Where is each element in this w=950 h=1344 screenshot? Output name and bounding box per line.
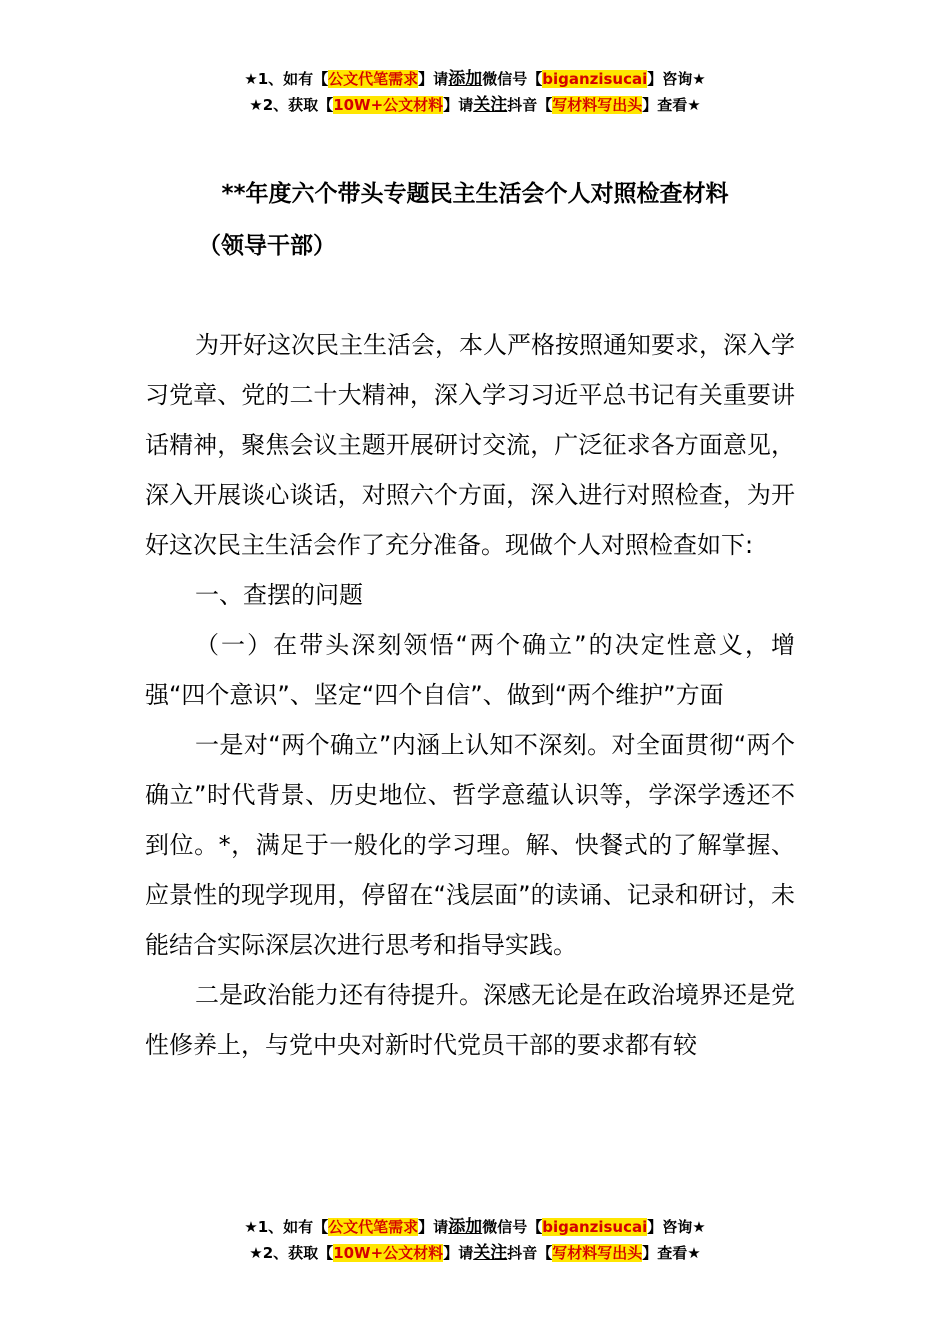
promo-text: 】查看★ (642, 96, 701, 114)
paragraph-intro: 为开好这次民主生活会，本人严格按照通知要求，深入学习党章、党的二十大精神，深入学习习近平总书记有关重要讲话精神，聚焦会议主题开展研讨交流，广泛征求各方面意见，深入开展谈心谈话，对照六个方面，深入进行对照检查，为开好这次民主生活会作了充分准备。现做个人对照检查如下: (145, 331, 795, 559)
promo-text: ★2、获取【 (249, 96, 334, 114)
promo-text: 微信号【 (482, 1218, 543, 1236)
promo-line-2 (0, 1240, 950, 1266)
promo-text: ★1、如有【 (244, 1218, 329, 1236)
promo-highlight: 公文代笔需求 (328, 1218, 419, 1236)
promo-text: 】请 (443, 1244, 474, 1262)
promo-emphasis: 添加 (448, 69, 483, 89)
promo-highlight: 10W+公文材料 (333, 1244, 444, 1262)
promo-highlight: 公文代笔需求 (328, 70, 419, 88)
promo-text: ★2、获取【 (249, 1244, 334, 1262)
section-heading: 一、查摆的问题 (195, 581, 363, 609)
promo-wechat-id: biganzisucai (542, 1218, 648, 1236)
promo-text: ★1、如有【 (244, 70, 329, 88)
promo-text: 】请 (418, 70, 449, 88)
promo-text: 抖音【 (507, 96, 553, 114)
promo-footer (0, 1214, 950, 1266)
promo-text: 抖音【 (507, 1244, 553, 1262)
promo-text: 】请 (418, 1218, 449, 1236)
promo-douyin-id: 写材料写出头 (552, 96, 643, 114)
promo-douyin-id: 写材料写出头 (552, 1244, 643, 1262)
promo-line-2 (0, 92, 950, 118)
promo-text: 】查看★ (642, 1244, 701, 1262)
promo-text: 微信号【 (482, 70, 543, 88)
promo-wechat-id: biganzisucai (542, 70, 648, 88)
promo-text: 】咨询★ (647, 70, 706, 88)
promo-text: 】请 (443, 96, 474, 114)
promo-text: 】咨询★ (647, 1218, 706, 1236)
paragraph-point-1: 一是对“两个确立”内涵上认知不深刻。对全面贯彻“两个确立”时代背景、历史地位、哲学意蕴认识等，学深学透还不到位。*，满足于一般化的学习理。解、快餐式的了解掌握、应景性的现学现用，停留在“浅层面”的读诵、记录和研讨，未能结合实际深层次进行思考和指导实践。 (145, 731, 795, 959)
promo-highlight: 10W+公文材料 (333, 96, 444, 114)
promo-header (0, 66, 950, 118)
promo-emphasis: 关注 (473, 1243, 508, 1263)
document-subtitle: （领导干部） (198, 233, 336, 259)
paragraph-point-2: 二是政治能力还有待提升。深感无论是在政治境界还是党性修养上，与党中央对新时代党员干部的要求都有较 (145, 981, 795, 1059)
promo-emphasis: 关注 (473, 95, 508, 115)
promo-line-1 (0, 1214, 950, 1240)
promo-emphasis: 添加 (448, 1217, 483, 1237)
promo-line-1 (0, 66, 950, 92)
document-body (145, 320, 795, 1070)
subsection-heading: （一）在带头深刻领悟“两个确立”的决定性意义，增强“四个意识”、坚定“四个自信”、做到“两个维护”方面 (145, 631, 795, 709)
document-title: **年度六个带头专题民主生活会个人对照检查材料 (221, 181, 729, 207)
